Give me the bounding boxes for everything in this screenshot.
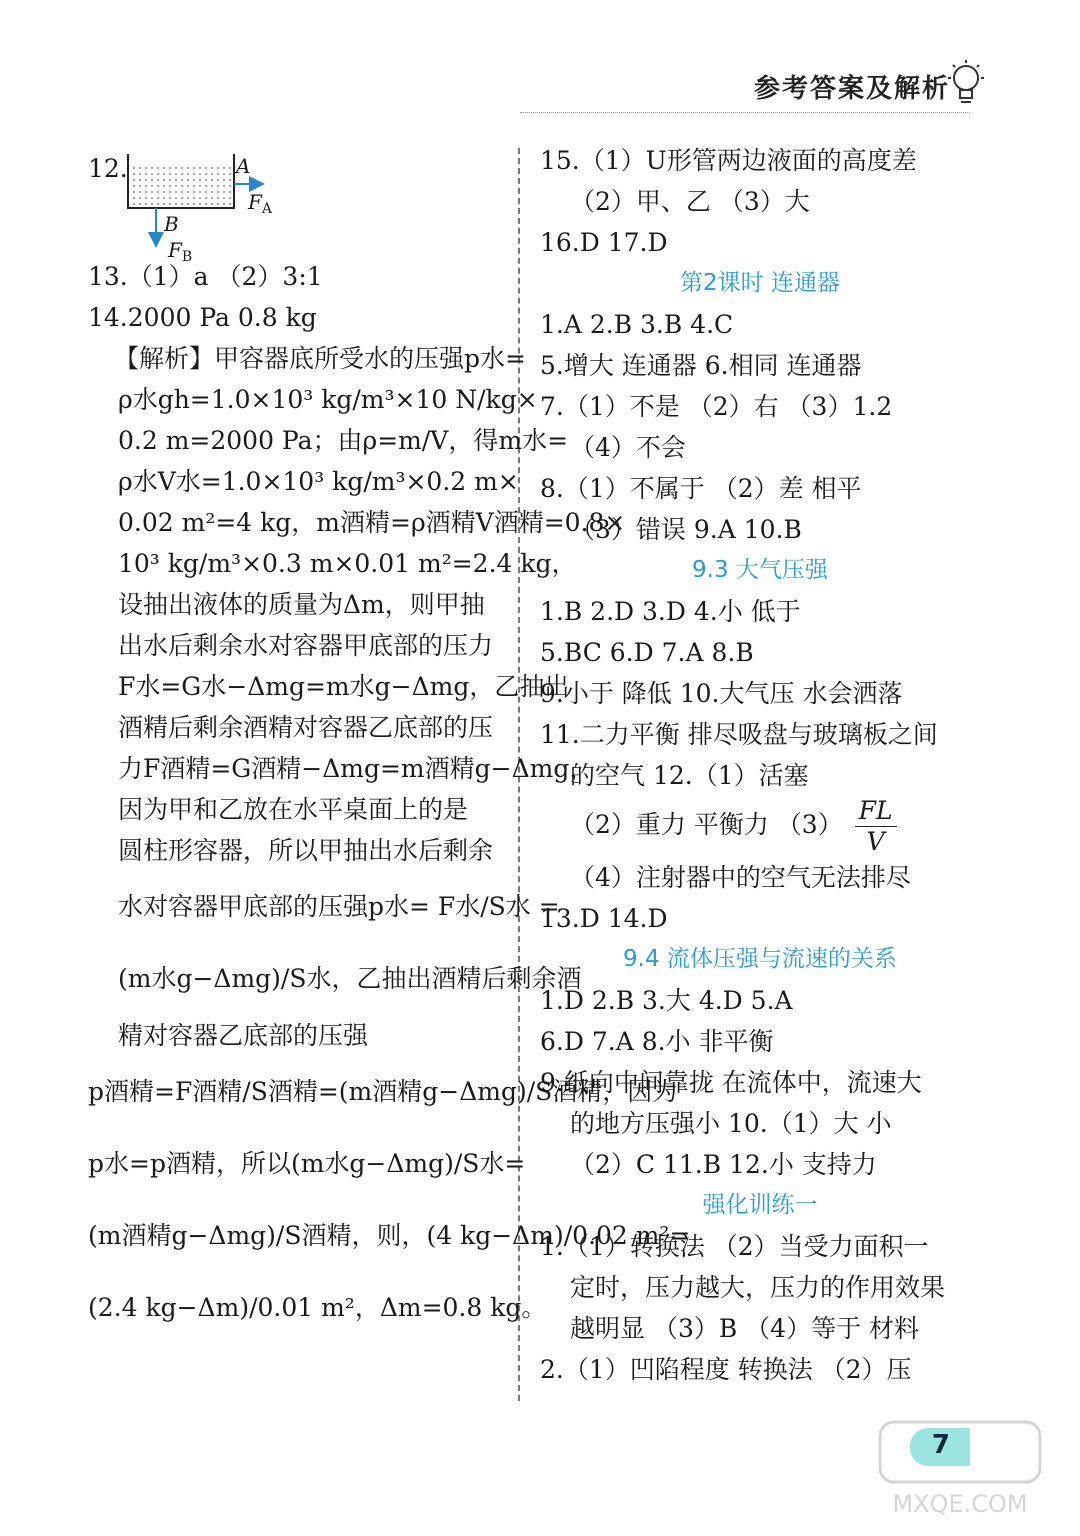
analysis-line: 设抽出液体的质量为Δm，则甲抽 [118,590,485,619]
answer-line: 5.增大 连通器 6.相同 连通器 [540,351,862,380]
analysis-line: 力F酒精=G酒精−Δmg=m酒精g−Δmg， [118,754,595,783]
answer-line: （2）重力 平衡力 （3） $\frac{FL}{V}$ [540,796,980,857]
analysis-line: F水=G水−Δmg=m水g−Δmg，乙抽出 [118,672,570,701]
answer-line: （4）不会 [570,433,686,462]
label-a: A [236,154,251,178]
analysis-line: ρ水gh=1.0×10³ kg/m³×10 N/kg× [118,385,538,414]
answer-line: 15.（1）U形管两边液面的高度差 [540,146,917,175]
answer-line: 定时，压力越大，压力的作用效果 [570,1273,946,1302]
answer-line: 的地方压强小 10.（1）大 小 [570,1109,892,1138]
analysis-line: p水=p酒精，所以(m水g−Δmg)/S水= [88,1149,526,1178]
answer-13: 13.（1）a （2）3:1 [88,262,323,291]
analysis-line: 精对容器乙底部的压强 [118,1021,369,1050]
header-title: 参考答案及解析 [753,74,950,104]
answer-line: 8.（1）不属于 （2）差 相平 [540,474,862,503]
svg-text:MXQE.COM: MXQE.COM [892,1490,1028,1518]
analysis-line: ρ水V水=1.0×10³ kg/m³×0.2 m× [118,467,519,496]
answer-line: 1.B 2.D 3.D 4.小 低于 [540,597,801,626]
analysis-line: 10³ kg/m³×0.3 m×0.01 m²=2.4 kg， [118,549,577,578]
lightbulb-icon [944,58,988,110]
analysis-line: (m水g−Δmg)/S水，乙抽出酒精后剩余酒 [118,964,582,993]
answer-line: 9.小于 降低 10.大气压 水会洒落 [540,679,903,708]
analysis-line: 圆柱形容器，所以甲抽出水后剩余 [118,836,494,865]
answer-line: 7.（1）不是 （2）右 （3）1.2 [540,392,893,421]
label-fb: $F_B$ [168,238,193,265]
answer-line: 11.二力平衡 排尽吸盘与玻璃板之间 [540,720,938,749]
answer-line: 1.D 2.B 3.大 4.D 5.A [540,986,793,1015]
section-title: 第2课时 连通器 [680,270,840,296]
page-number: 7 [910,1428,970,1466]
answer-line: 2.（1）凹陷程度 转换法 （2）压 [540,1355,912,1384]
answer-line: 1.（1）转换法 （2）当受力面积一 [540,1232,929,1261]
label-fa: $F_A$ [248,190,273,217]
analysis-line: 0.02 m²=4 kg，m酒精=ρ酒精V酒精=0.8× [118,508,626,537]
answer-line: 越明显 （3）B （4）等于 材料 [570,1314,920,1343]
analysis-line: (2.4 kg−Δm)/0.01 m²，Δm=0.8 kg。 [88,1293,547,1322]
watermark-logo [860,1412,1060,1522]
analysis-line: 0.2 m=2000 Pa；由ρ=m/V，得m水= [118,426,569,455]
analysis-line: 水对容器甲底部的压强p水= F水/S水 = [118,892,560,921]
answer-14: 14.2000 Pa 0.8 kg [88,303,317,332]
section-title: 强化训练一 [702,1192,818,1218]
answer-line: 16.D 17.D [540,228,668,257]
analysis-line: 酒精后剩余酒精对容器乙底部的压 [118,713,494,742]
analysis-line: p酒精=F酒精/S酒精=(m酒精g−Δmg)/S酒精，因为 [88,1077,678,1106]
q12-figure [88,148,508,265]
answer-line: 9.纸向中间靠拢 在流体中，流速大 [540,1068,922,1097]
analysis-line: 因为甲和乙放在水平桌面上的是 [118,795,469,824]
answer-line: 6.D 7.A 8.小 非平衡 [540,1027,774,1056]
container-diagram [126,154,326,262]
q12-number: 12. [88,154,128,183]
analysis-line: 【解析】甲容器底所受水的压强p水= [114,344,526,373]
answer-line: （2）甲、乙 （3）大 [570,187,810,216]
answer-line: 5.BC 6.D 7.A 8.B [540,638,754,667]
label-b: B [164,212,179,236]
right-column [540,140,980,1390]
answer-line: （3）错误 9.A 10.B [570,515,802,544]
answer-line: 1.A 2.B 3.B 4.C [540,310,734,339]
section-title: 9.4 流体压强与流速的关系 [623,946,897,972]
answer-line: 的空气 12.（1）活塞 [570,761,809,790]
analysis-line: (m酒精g−Δmg)/S酒精，则，(4 kg−Δm)/0.02 m²= [88,1221,691,1250]
answer-line: 13.D 14.D [540,904,668,933]
header-rule [520,112,970,113]
section-title: 9.3 大气压强 [692,557,828,583]
answer-line: （2）C 11.B 12.小 支持力 [570,1150,877,1179]
analysis-line: 出水后剩余水对容器甲底部的压力 [118,631,494,660]
answer-line: （4）注射器中的空气无法排尽 [570,863,911,892]
fraction-fl-v: $\frac{FL}{V}$ [855,796,897,857]
